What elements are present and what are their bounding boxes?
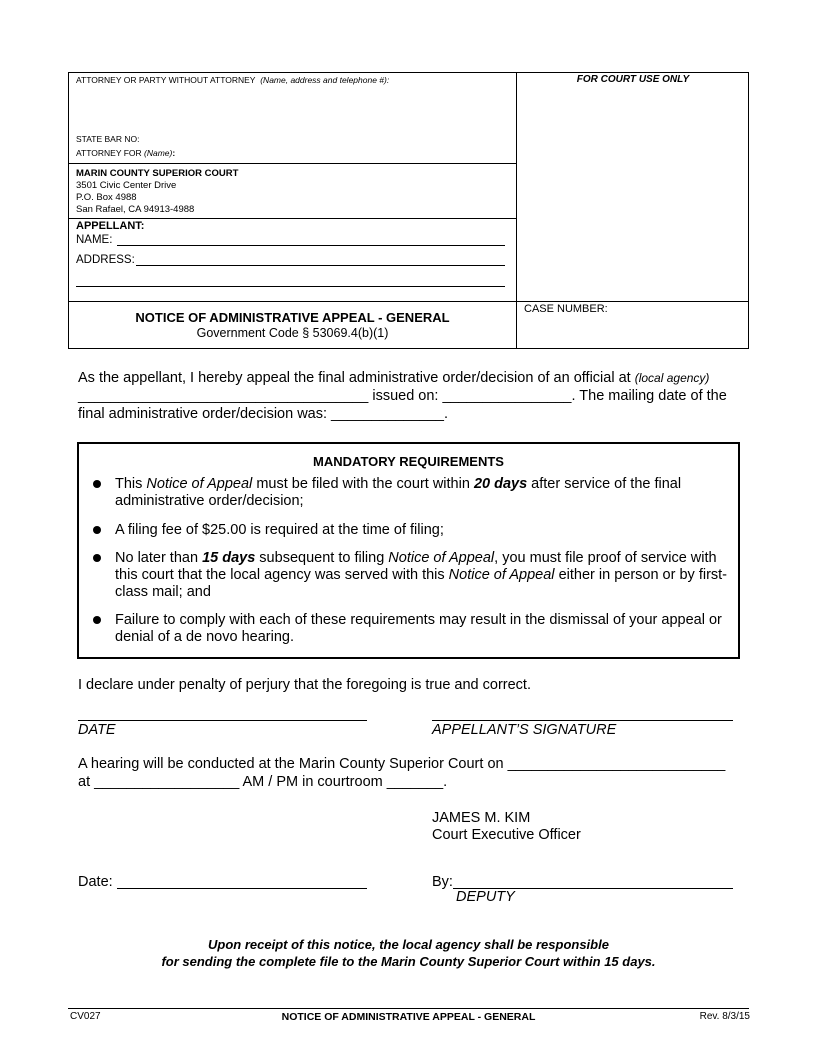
attorney-for-label: ATTORNEY FOR (Name):	[76, 148, 176, 158]
form-title: NOTICE OF ADMINISTRATIVE APPEAL - GENERAL	[135, 310, 450, 325]
court-address-line: P.O. Box 4988	[76, 192, 137, 203]
attorney-label: ATTORNEY OR PARTY WITHOUT ATTORNEY (Name, address and telephone #):	[76, 75, 390, 85]
requirements-box	[77, 442, 740, 659]
address-field[interactable]	[136, 265, 505, 266]
bullet-icon	[93, 480, 101, 488]
requirements-title: MANDATORY REQUIREMENTS	[313, 454, 504, 469]
clerk-date-label: Date:	[78, 874, 113, 890]
hearing-line-2: at __________________ AM / PM in courtroom _______.	[78, 774, 448, 790]
hearing-line-1: A hearing will be conducted at the Marin County Superior Court on ___________________________	[78, 756, 726, 772]
court-use-only: FOR COURT USE ONLY	[576, 74, 690, 85]
divider-court	[68, 218, 517, 219]
bullet-icon	[93, 554, 101, 562]
signature-caption: APPELLANT’S SIGNATURE	[432, 722, 617, 738]
clerk-by-label: By:	[432, 874, 453, 890]
name-field[interactable]	[117, 245, 505, 246]
form-code: Government Code § 53069.4(b)(1)	[196, 326, 389, 340]
name-label: NAME:	[76, 234, 113, 246]
intro-line-2: ____________________________________ issued on: ________________. The mailing date of the	[78, 388, 727, 404]
divider-title	[68, 301, 749, 302]
appellant-label: APPELLANT:	[76, 220, 145, 232]
footer-rule	[68, 1008, 749, 1009]
requirement-3: No later than 15 days subsequent to filing Notice of Appeal, you must file proof of service with this court that the local agency was served with this Notice of Appeal either in person or by first-class mail; and	[115, 550, 728, 600]
intro-line-1: As the appellant, I hereby appeal the final administrative order/decision of an official at (local agency)	[78, 370, 710, 386]
court-address	[76, 168, 238, 216]
footer-revision: Rev. 8/3/15	[699, 1011, 750, 1022]
footer-title: NOTICE OF ADMINISTRATIVE APPEAL - GENERAL	[281, 1011, 536, 1023]
requirement-4: Failure to comply with each of these requirements may result in the dismissal of your appeal or denial of a de novo hearing.	[115, 612, 722, 645]
declaration: I declare under penalty of perjury that the foregoing is true and correct.	[78, 677, 531, 693]
agency-notice-line: for sending the complete file to the Marin County Superior Court within 15 days.	[161, 954, 656, 969]
bullet-icon	[93, 616, 101, 624]
footer-form-id: CV027	[70, 1011, 101, 1022]
clerk-date-field[interactable]	[117, 888, 367, 889]
deputy-caption: DEPUTY	[456, 889, 515, 905]
court-name: MARIN COUNTY SUPERIOR COURT	[76, 168, 239, 179]
agency-notice-line: Upon receipt of this notice, the local agency shall be responsible	[208, 937, 609, 952]
divider-attorney	[68, 163, 517, 164]
bullet-icon	[93, 526, 101, 534]
requirement-2: A filing fee of $25.00 is required at the time of filing;	[115, 522, 444, 538]
court-address-line: San Rafael, CA 94913-4988	[76, 204, 195, 215]
date-signature-line[interactable]	[78, 720, 367, 721]
intro-line-3: final administrative order/decision was: ______________.	[78, 406, 448, 422]
date-caption: DATE	[78, 722, 116, 738]
officer-title: Court Executive Officer	[432, 827, 581, 843]
appellant-signature-line[interactable]	[432, 720, 733, 721]
requirement-1: This Notice of Appeal must be filed with the court within 20 days after service of the final administrative order/decision;	[115, 476, 682, 509]
address-field-line2[interactable]	[76, 286, 505, 287]
officer-name: JAMES M. KIM	[432, 810, 531, 826]
caption-divider	[516, 72, 517, 349]
agency-notice	[68, 936, 749, 970]
address-label: ADDRESS:	[76, 254, 135, 266]
case-number-label: CASE NUMBER:	[524, 303, 608, 315]
court-address-line: 3501 Civic Center Drive	[76, 180, 177, 191]
state-bar-label: STATE BAR NO:	[76, 134, 140, 144]
